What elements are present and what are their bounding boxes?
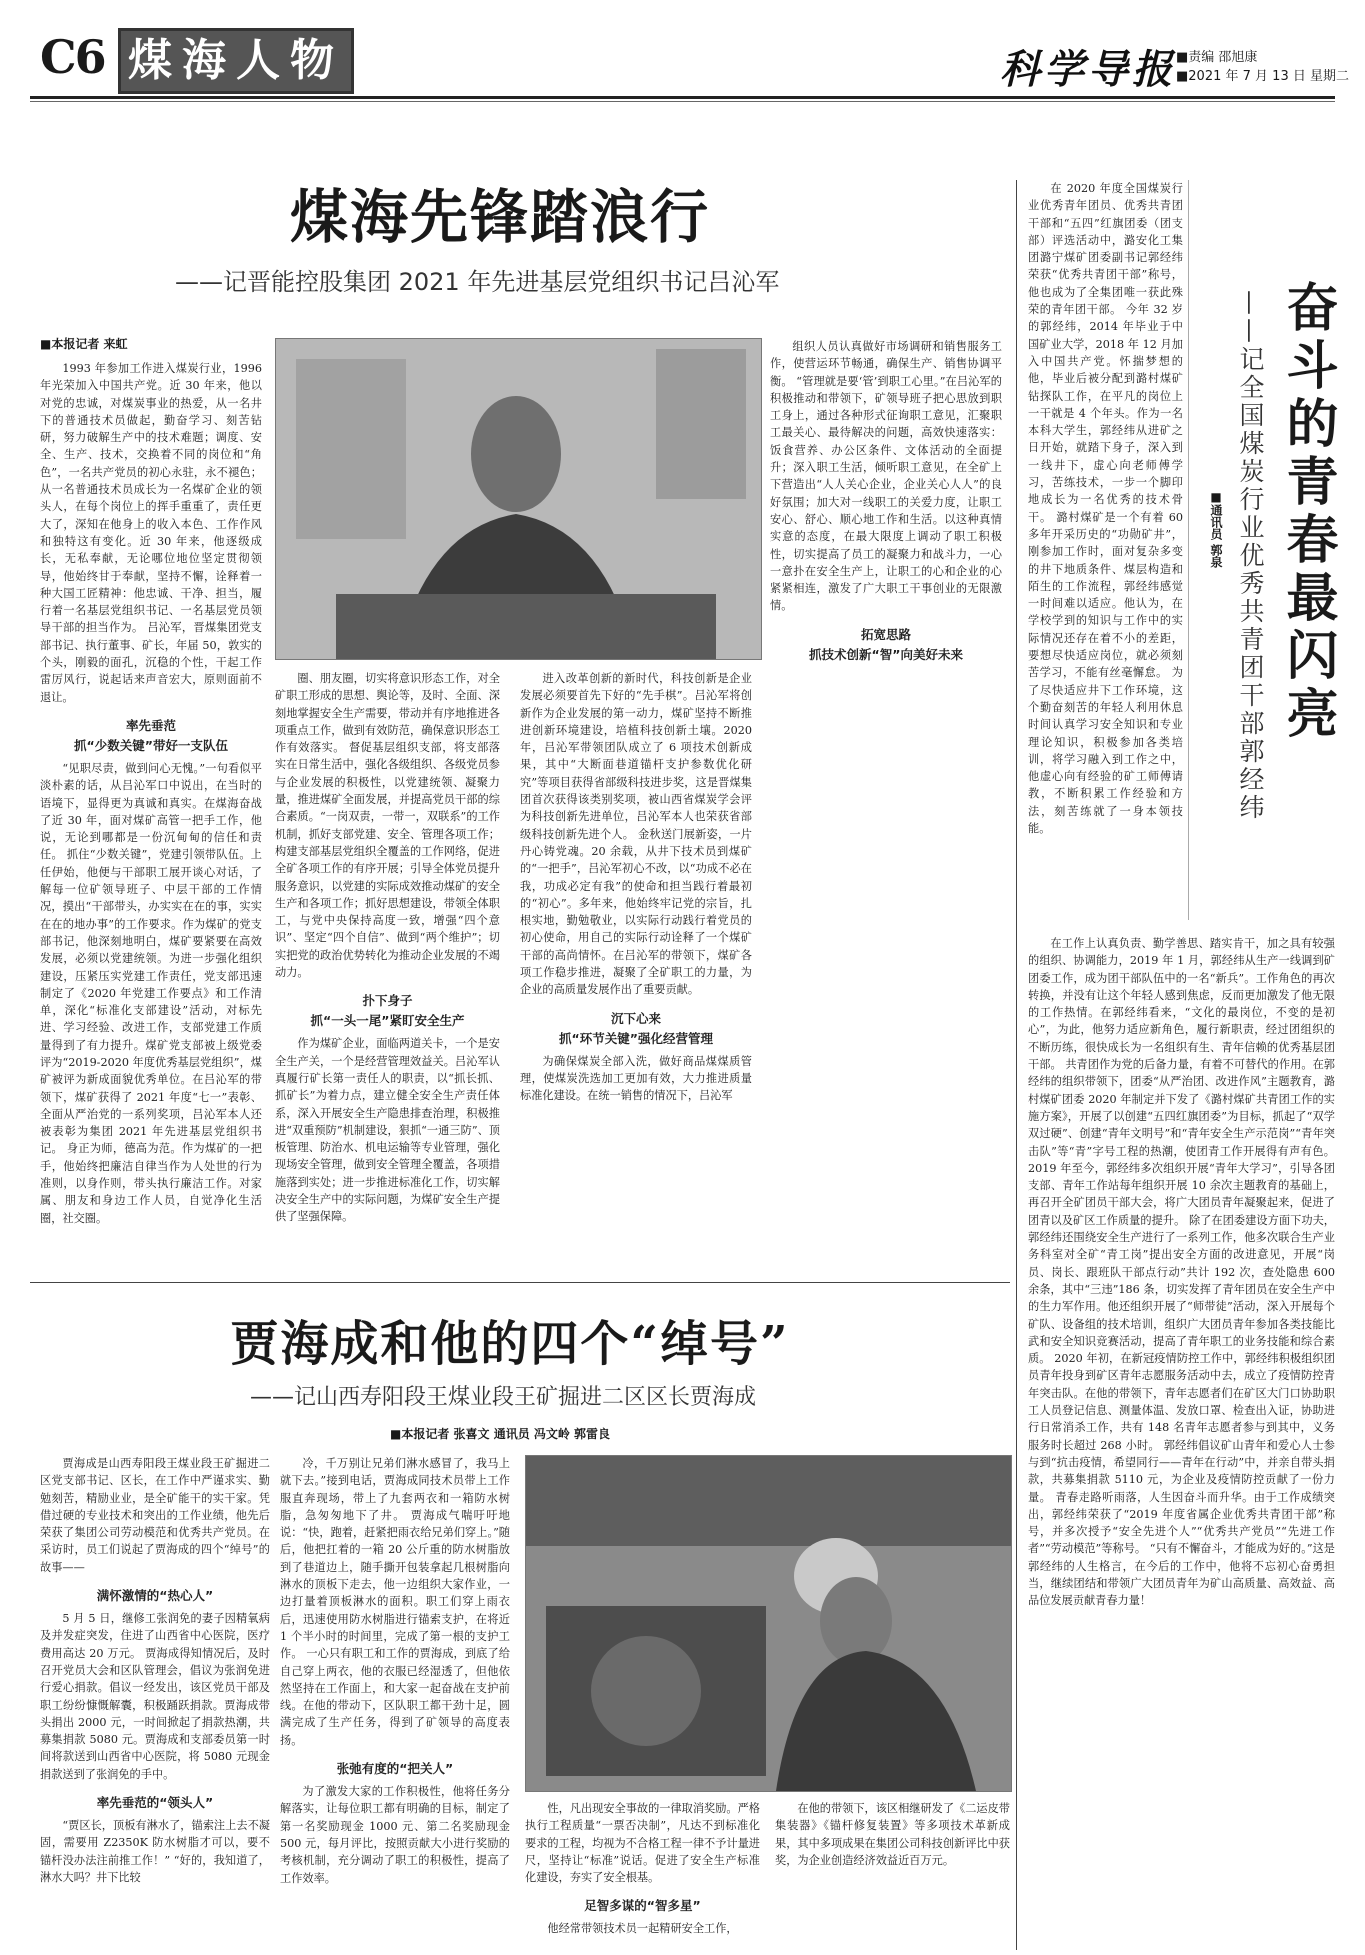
article2-column-2 (280, 1455, 510, 1940)
article1-column-2c (520, 670, 752, 1270)
subhead-main: 抓“环节关键”强化经营管理 (559, 1030, 713, 1046)
article1-portrait-photo (275, 338, 762, 660)
article1-col3-text: 组织人员认真做好市场调研和销售服务工作，使营运环节畅通，确保生产、销售协调平衡。 “管理就是要‘管’到职工心里。”在吕沁军的积极推动和带领下，矿领导班子把心思放到职工身上，通过各种形式征询职工意见，汇聚职工最关心、最待解决的问题，高效快速落实：饭食营养、办公区条件、文体活动的全面提升；深入职工生活，倾听职工意见，在全矿上下营造出“人人关心企业，企业关心人人”的良好氛围；加大对一线职工的关爱力度，让职工安心、舒心、顺心地工作和生活。以这种真情实意的态度，在最大限度上调动了职工积极性，切实提高了员工的凝聚力和战斗力，一心一意扑在安全生产上，让职工的心和企业的心紧紧相连，激发了广大职工干事创业的无限激情。 (770, 340, 1002, 613)
article3-byline: ■通讯员 郭泉 (1209, 490, 1223, 569)
article1-col2c-text: 为确保煤炭全部入洗，做好商品煤煤质管理，使煤炭洗选加工更加有效，大力推进质量标准化建设。在统一销售的情况下，吕沁军 (520, 1054, 752, 1103)
article3-column-top (1028, 180, 1183, 930)
newspaper-logo: 科学导报 (1000, 46, 1176, 93)
subhead-main: 抓“一头一尾”紧盯安全生产 (310, 1013, 465, 1029)
date-line: ■2021 年 7 月 13 日 星期二 (1176, 69, 1349, 84)
article2-col3-subhead: 足智多谋的“智多星” (584, 1898, 701, 1914)
article2-title: 贾海成和他的四个“绰号” (230, 1316, 790, 1372)
subhead-kicker: 拓宽思路 (860, 626, 911, 642)
article2-col4-text: 在他的带领下，该区相继研发了《二运皮带集装器》《锚杆修复装置》等多项技术革新成果，其中多项成果在集团公司科技创新评比中获奖，为企业创造经济效益近百万元。 (775, 1802, 1010, 1867)
sidebar-divider (1188, 180, 1189, 920)
subhead-main: 抓技术创新“智”向美好未来 (809, 646, 963, 662)
article2-column-1 (40, 1455, 270, 1940)
article1-subtitle: ——记晋能控股集团 2021 年先进基层党组织书记吕沁军 (175, 268, 780, 296)
portrait-figure (276, 339, 761, 659)
subhead-kicker: 率先垂范 (125, 717, 176, 733)
article1-col1-subhead (40, 716, 262, 756)
subhead-kicker: 沉下心来 (610, 1010, 661, 1026)
article2-col2-text: 冷，千万别让兄弟们淋水感冒了，我马上就下去。”接到电话，贾海成同技术员带上工作服直奔现场，带上了九套两衣和一箱防水树脂，急匆匆地下了井。 贾海成气喘吁吁地说：“快，跑着，赶紧把雨衣给兄弟们穿上。”随后，他把扛着的一箱 20 公斤重的防水树脂放到了巷道边上，随手撕开包装拿起几根树脂向淋水的顶板下走去，他一边组织大家作业，一边打量着顶板淋水的面积。职工们穿上雨衣后，迅速使用防水树脂进行锚索支护，在将近 1 个半小时的时间里，完成了第一根的支护工作。 一心只有职工和工作的贾海成，到底了给自己穿上两衣，他的衣服已经湿透了，但他依然坚持在工作面上，和大家一起奋战在支护前线。在他的带动下，区队职工都干劲十足，圆满完成了生产任务，得到了矿领导的高度表扬。 (280, 1457, 510, 1747)
article-divider (30, 1282, 1010, 1283)
article1-column-1 (40, 360, 262, 1610)
article3-bottom-text: 在工作上认真负责、勤学善思、踏实肯干，加之具有较强的组织、协调能力，2019 年 1 月，郭经纬从生产一线调到矿团委工作，成为团干部队伍中的一名“新兵”。工作角色的再次转换，并没有让这个年轻人感到焦虑，反而更加激发了他无限的工作热情。在郭经纬看来，“文化的最岗位，不变的是初心”，为此，他努力适应新角色，履行新职责，经过团组织的不断历练，很快成长为一名组织有生、青年信赖的优秀基层团干部。 共青团作为党的后备力量，有着不可替代的作用。在郭经纬的组织带领下，团委“从严治团、改进作风”主题教育，潞村煤矿团委 2020 年制定并下发了《潞村煤矿共青团工作的实施方案》，开展了以创建“五四红旗团委”为目标，抓起了“双学双过硬”、创建“青年文明号”和“青年安全生产示范岗”“青年突击队”等“青”字号工程的热潮，使团青工作开展得有声有色。 2019 年至今，郭经纬多次组织开展“青年大学习”，引导各团支部、青年工作站每年组织开展 10 余次主题教育的基础上，再召开全矿团员干部大会，将广大团员青年凝聚起来，促进了团青以及矿区工作质量的提升。 除了在团委建设方面下功夫，郭经纬还围绕安全生产进行了一系列工作，他多次联合生产业务科室对全矿“青工岗”提出安全方面的改进意见，开展“岗员、岗长、跟班队干部点行动”共计 192 次，查处隐患 600 余条，其中“三违”186 条，切实发挥了青年团员在安全生产中的生力军作用。他还组织开展了“师带徒”活动，深入开展每个矿队、设备组的技术培训，组织广大团员青年参加各类技能比武和安全知识竞赛活动，提高了青年职工的业务技能和综合素质。 2020 年初，在新冠疫情防控工作中，郭经纬积极组织团员青年投身到矿区青年志愿服务活动中去，成立了疫情防控青年突击队。在他的带领下，青年志愿者们在矿区大门口协助职工人员登记信息、测量体温、发放口罩、检查出入证，协助进行日常消杀工作，共有 148 名青年志愿者参与到其中，义务服务时长超过 268 小时。 郭经纬倡议矿山青年和爱心人士参与到“抗击疫情，希望同行——青年在行动”中，并亲自带头捐款，共募集捐款 5110 元，为企业及疫情防控贡献了一份力量。 青春走路听雨落，人生因奋斗而升华。由于工作成绩突出，郭经纬荣获了“2019 年度省属企业优秀共青团干部”称号，并多次授予“安全先进个人”“优秀共产党员”“先进工作者”“劳动模范”等称号。 “只有不懈奋斗，才能成为好的。”这是郭经纬的人生格言，在今后的工作中，他将不忘初心奋勇担当，继续团结和带领广大团员青年为矿山高质量、高效益、高品位发展贡献青春力量！ (1028, 937, 1335, 1608)
article1-col1b-text: “见职尽责，做到问心无愧。”一句看似平淡朴素的话，从吕沁军口中说出，在当时的语境下，显得更为真诚和真实。在煤海奋战了近 30 年，面对煤矿高管一把手工作，他说，无论到哪都是一份沉甸甸的信任和责任。 抓住“少数关键”，党建引领带队伍。上任伊始，他便与干部职工展开谈心对话，了解每一位矿领导班子、中层干部的工作情况，摸出“干部带头，办实实在在的事，实实在在的地办事”的工作要求。作为煤矿的党支部书记，他深刻地明白，煤矿要紧要在高效发展，必须以党建统领。为进一步强化组织建设，压紧压实党建工作责任，党支部迅速制定了《2020 年党建工作要点》和工作清单，深化“标准化支部建设”活动，对标先进、学习经验、改进工作，支部党建工作质量得到了有力提升。煤矿党支部被上级党委评为“2019-2020 年度优秀基层党组织”，煤矿被评为新成面貌优秀单位。在吕沁军的带领下，煤矿获得了 2021 年度“七一”表彰、全面从严治党的一系列奖项，吕沁军本人还被表彰为集团 2021 年先进基层党组织书记。 身正为师，德高为范。作为煤矿的一把手，他始终把廉洁自律当作为人处世的行为准则，以身作则，带头执行廉洁工作。对家属、朋友和身边工作人员，自觉净化生活圈，社交圈。 (40, 761, 262, 1225)
article3-title: 奋斗的青春最闪亮 (1277, 280, 1337, 744)
worker-figure (526, 1456, 1011, 1791)
article2-worker-photo (525, 1455, 1012, 1792)
article1-column-2 (275, 670, 500, 1270)
article1-col2c-subhead (520, 1009, 752, 1049)
article1-title: 煤海先锋踏浪行 (289, 183, 710, 251)
header-meta (1176, 48, 1349, 86)
article2-col1c-subhead: 率先垂范的“领头人” (96, 1795, 214, 1811)
article1-col3b-cont: 进入改革创新的新时代，科技创新是企业发展必须要首先下好的“先手棋”。吕沁军将创新作为企业发展的第一动力，煤矿坚持不断推进创新环境建设，培植科技创新土壤。2020 年，吕沁军带领团队成立了 6 项技术创新成果，其中“大断面巷道锚杆支护参数优化研究”等项目获得省部级科技进步奖，这是晋煤集团首次获得该类别奖项，被山西省煤炭学会评为科技创新先进单位，吕沁军本人也荣获省部级科技创新先进个人。 金秋送门展新姿，一片丹心铸党魂。20 余载，从井下技术员到煤矿的“一把手”，吕沁军初心不改，以“功成不必在我，功成必定有我”的使命和担当践行着最初的“初心”。多年来，他始终牢记党的宗旨，扎根实地，勤勉敬业，以实际行动践行着党员的初心使命，用自己的实际行动诠释了一个煤矿干部的高尚情怀。在吕沁军的带领下，煤矿各项工作稳步推进，凝聚了全矿职工的力量，为企业的高质量发展作出了重要贡献。 (520, 672, 752, 997)
header-rule-thin (30, 101, 1335, 102)
article1-col3-subhead (770, 625, 1002, 665)
article2-col2-subhead: 张弛有度的“把关人” (336, 1761, 454, 1777)
article2-byline: ■本报记者 张喜文 通讯员 冯文岭 郭雷良 (390, 1427, 611, 1441)
subhead-kicker: 扑下身子 (362, 993, 413, 1009)
article1-column-3 (770, 338, 1002, 1270)
article2-col1-text: 贾海成是山西寿阳段王煤业段王矿掘进二区党支部书记、区长，在工作中严谨求实、勤勉刻苦，精励业业，是全矿能干的实干家。凭借过硬的专业技术和突出的工作业绩，他先后荣获了集团公司劳动模范和优秀共产党员。在采访时，员工们说起了贾海成的四个“绰号”的故事—— (40, 1457, 270, 1574)
article2-column-4 (775, 1800, 1010, 1940)
article3-column-bottom (1028, 935, 1335, 1940)
article1-col1-text: 1993 年参加工作进入煤炭行业，1996 年光荣加入中国共产党。近 30 年来，他以对党的忠诚，对煤炭事业的热爱，从一名井下的普通技术员做起，勤奋学习、刻苦钻研，努力破解生产中的技术难题；调度、安全、生产、技术，交换着不同的岗位和“角色”，一名共产党员的初心永驻，永不褪色；从一名普通技术员成长为一名煤矿企业的领头人，在每个岗位上的挥手重重了，责任更大了，深知在他身上的收入本色、工作作风和独特这有变化。近 30 年来，他逐级成长，无私奉献，无论哪位地位坚定贯彻领导，他始终甘于奉献，坚持不懈，诠释着一种大国工匠精神：他忠诚、干净、担当，履行着一名基层党组织书记、一名基层党员领导干部的担当作为。 吕沁军，晋煤集团党支部书记、执行董事、矿长，年届 50，敦实的个头，刚毅的面孔，沉稳的个性，干起工作雷厉风行，说起话来声音宏大，原则面前不退让。 (40, 362, 262, 704)
header-rule (30, 96, 1335, 99)
article2-col3b-text: 他经常带领技术员一起精研安全工作， (547, 1922, 738, 1936)
article2-column-3 (525, 1800, 760, 1940)
article2-subtitle: ——记山西寿阳段王煤业段王矿掘进二区区长贾海成 (250, 1385, 757, 1410)
section-banner: 煤海人物 (118, 28, 354, 94)
article1-col2b-text: 作为煤矿企业，面临两道关卡，一个是安全生产关，一个是经营管理效益关。吕沁军认真履行矿长第一责任人的职责，以“抓长抓、抓矿长”为着力点，建立健全安全生产责任体系，深入开展安全生产隐患排查治理，积极推进“双重预防”机制建设，狠抓“一通三防”、顶板管理、防治水、机电运输等专业管理，强化现场安全管理，做到安全管理全覆盖，各项措施落到实处；进一步推进标准化工作，切实解决安全生产中的实际问题，为煤矿安全生产提供了坚强保障。 (275, 1037, 500, 1224)
article3-subtitle: ——记全国煤炭行业优秀共青团干部郭经纬 (1236, 290, 1265, 822)
page-number: C6 (40, 30, 105, 84)
editor-line: ■责编 邵旭康 (1176, 50, 1258, 65)
article1-col2-text: 圈、朋友圈，切实将意识形态工作，对全矿职工形成的思想、舆论等，及时、全面、深刻地掌握安全生产需要，带动并有序地推进各项重点工作，做到有效防范，确保意识形态工作有效落实。 督促基层组织支部，将支部落实在日常生活中，强化各级组织、各级党员参与企业发展的积极性，以党建统领、凝聚力量，推进煤矿全面发展，并提高党员干部的综合素质。“一岗双责，一带一，双联系”的工作机制，抓好支部党建、安全、管理各项工作；构建支部基层党组织全覆盖的工作网络，促进全矿各项工作的有序开展；引导全体党员提升服务意识，以党建的实际成效推动煤矿的安全生产和各项工作；抓好思想建设，带领全体职工，与党中央保持高度一致，增强“四个意识”、坚定“四个自信”、做到“两个维护”；切实把党的政治优势转化为推动企业发展的不竭动力。 (275, 672, 500, 980)
article1-col2-subhead (275, 991, 500, 1031)
article3-top-text: 在 2020 年度全国煤炭行业优秀青年团员、优秀共青团干部和“五四”红旗团委（团支部）评选活动中，潞安化工集团潞宁煤矿团委副书记郭经纬荣获“优秀共青团干部”称号，他也成为了全集团唯一获此殊荣的青年团干部。 今年 32 岁的郭经纬，2014 年毕业于中国矿业大学，2018 年 12 月加入中国共产党。怀揣梦想的他，毕业后被分配到潞村煤矿钻探队工作，在平凡的岗位上一干就是 4 个年头。作为一名本科大学生，郭经纬从进矿之日开始，就踏下身子，深入到一线井下，虚心向老师傅学习，苦练技术，一步一个脚印地成长为一名优秀的技术骨干。 潞村煤矿是一个有着 60 多年开采历史的“功勋矿井”，刚参加工作时，面对复杂多变的井下地质条件、煤层构造和陌生的工作流程，郭经纬感觉一时间难以适应。他认为，在学校学到的知识与工作中的实际情况还存在着不小的差距，要想尽快适应岗位，就必须刻苦学习，不能有丝毫懈怠。 为了尽快适应井下工作环境，这个勤奋刻苦的年轻人利用休息时间认真学习安全知识和专业理论知识，积极参加各类培训，将学习融入到工作之中，他虚心向有经验的矿工师傅请教，不断积累工作经验和方法，刻苦练就了一身本领技能。 (1028, 182, 1183, 835)
subhead-main: 抓“少数关键”带好一支队伍 (74, 737, 228, 753)
column-divider (1016, 180, 1017, 1950)
article2-col1b-text: 5 月 5 日，继修工张润免的妻子因精氧病及并发症突发，住进了山西省中心医院，医疗费用高达 20 万元。 贾海成得知情况后，及时召开党员大会和区队管理会，倡议为张润免进行爱心捐款。倡议一经发出，该区党员干部及职工纷纷慷慨解囊，积极踊跃捐款。贾海成带头捐出 2000 元，一时间掀起了捐款热潮，共募集捐款 5080 元。贾海成和支部委员第一时间将款送到山西省中心医院，将 5080 元现金捐款送到了张润免的手中。 (40, 1612, 270, 1781)
article2-col3-text: 性，凡出现安全事故的一律取消奖励。严格执行工程质量“一票否决制”，凡达不到标准化要求的工程，均视为不合格工程一律不予计量进尺，坚持让“标准”说话。促进了安全生产标准化建设，夯实了安全根基。 (525, 1802, 760, 1885)
article1-byline: ■本报记者 来虹 (40, 337, 128, 351)
article2-col1-subhead: 满怀激情的“热心人” (96, 1588, 214, 1604)
article2-col2b-text: 为了激发大家的工作积极性，他将任务分解落实，让每位职工都有明确的目标，制定了第一名奖励现金 1000 元、第二名奖励现金 500 元，每月评比，按照贡献大小进行奖励的考核机制，充分调动了职工的积极性，提高了工作效率。 (280, 1785, 510, 1885)
article2-col1c-text: “贾区长，顶板有淋水了，锚索注上去不凝固，需要用 Z2350K 防水树脂才可以，要不锚杆没办法注前推工作！” “好的，我知道了，淋水大吗？井下比较 (40, 1819, 270, 1884)
